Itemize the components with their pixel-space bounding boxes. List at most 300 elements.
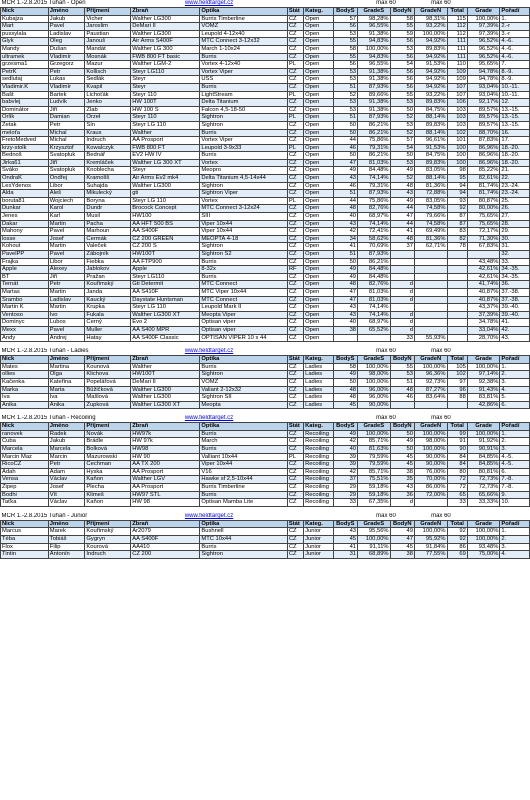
cell: 47	[333, 288, 357, 296]
cell: Walther LG 300 XT	[131, 159, 200, 167]
column-header: Pořadí	[500, 356, 530, 364]
cell: Jakub	[48, 438, 85, 446]
column-header: Jméno	[48, 423, 85, 431]
cell: CZ	[287, 76, 303, 84]
cell: 98,00%	[358, 371, 391, 379]
cell: 93,04%	[467, 83, 500, 91]
cell: 105	[447, 363, 467, 371]
cell: Optisan viper	[200, 319, 287, 327]
cell: 54	[390, 61, 414, 69]
cell	[447, 251, 467, 259]
column-header: BodyS	[333, 8, 357, 16]
cell: 41	[333, 543, 357, 551]
cell: 88,14%	[414, 114, 447, 122]
cell: CZ	[287, 190, 303, 198]
cell: Delta Titanium 4,5-14x44	[200, 175, 287, 183]
cell: Steyr LG 110	[131, 197, 200, 205]
column-header: BodyS	[333, 520, 357, 528]
cell: 91,38%	[358, 30, 391, 38]
cell: 93,22%	[414, 91, 447, 99]
result-row	[1, 484, 530, 492]
cell: MEOPTA 4-18	[200, 235, 287, 243]
cell: 65,66%	[467, 491, 500, 499]
cell: 86,21%	[358, 258, 391, 266]
cell: 31	[333, 551, 357, 559]
cell: 72,00%	[414, 491, 447, 499]
cell: 45	[390, 461, 414, 469]
cell: 75,65%	[467, 213, 500, 221]
cell: 95,56%	[358, 528, 391, 536]
cell: 53	[390, 371, 414, 379]
cell: 69,49%	[414, 228, 447, 236]
cell: 25.	[500, 197, 530, 205]
cell: 12.	[500, 99, 530, 107]
cell: Ladies	[304, 363, 333, 371]
column-header: Pořadí	[500, 423, 530, 431]
cell: Burris Timberline	[200, 484, 287, 492]
cell: 94,92%	[414, 68, 447, 76]
result-row	[1, 76, 530, 84]
cell	[414, 251, 447, 259]
cell: Hyska	[85, 468, 131, 476]
cell: 17.	[500, 137, 530, 145]
cell: Martin K	[1, 304, 49, 312]
cell: CZ	[287, 438, 303, 446]
column-header: Grade	[467, 356, 500, 364]
cell: Open	[304, 326, 333, 334]
spacer	[287, 0, 357, 8]
cell: Brádle	[85, 438, 131, 446]
cell: Mart	[1, 23, 49, 31]
column-header: Jméno	[48, 520, 85, 528]
cell: Čechman	[85, 461, 131, 469]
cell: Kouřimský	[85, 528, 131, 536]
cell: Sightron	[200, 121, 287, 129]
column-header: Optika	[200, 356, 287, 364]
cell: Open	[304, 106, 333, 114]
cell: Dominyc	[1, 319, 49, 327]
cell: Recoiling	[304, 453, 333, 461]
cell: Valeček	[85, 243, 131, 251]
cell: Evo 2	[131, 319, 200, 327]
cell: 90	[447, 446, 467, 454]
cell: 84,85%	[467, 461, 500, 469]
cell: Sightron	[200, 114, 287, 122]
cell: Burris	[200, 363, 287, 371]
header-row	[1, 8, 530, 16]
cell: 91,38%	[358, 106, 391, 114]
cell: 42.	[500, 326, 530, 334]
cell: Bartek	[48, 91, 85, 99]
cell: Václav	[48, 476, 85, 484]
cell: Walther LG 300	[131, 45, 200, 53]
cell: 95,92%	[414, 536, 447, 544]
cell: LightStream	[200, 91, 287, 99]
cell: 41,74%	[467, 281, 500, 289]
result-row	[1, 167, 530, 175]
cell: 110	[447, 61, 467, 69]
cell: Burris	[200, 543, 287, 551]
cell: HW100T	[131, 251, 200, 259]
cell: Steyr	[131, 76, 200, 84]
cell: 100,00%	[467, 528, 500, 536]
cell: Kohout	[1, 243, 49, 251]
cell: 42	[333, 228, 357, 236]
cell: 90,91%	[467, 446, 500, 454]
cell: Viper 10x44	[200, 228, 287, 236]
cell: 48	[390, 182, 414, 190]
cell: MTC Connect	[200, 281, 287, 289]
cell: 58	[333, 45, 357, 53]
column-header: Jméno	[48, 8, 85, 16]
cell: 94,78%	[467, 68, 500, 76]
cell: SIII	[200, 213, 287, 221]
cell: 79,31%	[358, 182, 391, 190]
cell: Open	[304, 228, 333, 236]
result-row	[1, 378, 530, 386]
cell: CZ	[287, 15, 303, 23]
cell: AA Prosport	[131, 137, 200, 145]
cell: 48	[390, 386, 414, 394]
spacer	[467, 415, 529, 423]
cell: CZ	[287, 296, 303, 304]
cell: 98,28%	[358, 15, 391, 23]
cell	[414, 288, 447, 296]
cell: 94,83%	[358, 38, 391, 46]
cell: CZ	[287, 319, 303, 327]
cell: Václav	[48, 499, 85, 507]
result-row	[1, 430, 530, 438]
cell: Martin	[48, 243, 85, 251]
column-header: Grade	[467, 520, 500, 528]
cell: 52	[390, 129, 414, 137]
result-row	[1, 205, 530, 213]
result-row	[1, 159, 530, 167]
cell: Svatopluk	[48, 167, 85, 175]
cell: ollies	[1, 371, 49, 379]
cell: Mašlová	[85, 394, 131, 402]
cell: 43	[390, 484, 414, 492]
cell: 87,93%	[358, 251, 391, 259]
column-header: Příjmení	[85, 520, 131, 528]
cell: Libor	[48, 182, 85, 190]
cell: 84,75%	[414, 106, 447, 114]
cell: Open	[304, 61, 333, 69]
cell: 92,38%	[467, 378, 500, 386]
cell: 91,92%	[467, 438, 500, 446]
cell: 75,65%	[467, 220, 500, 228]
cell: 43	[333, 175, 357, 183]
result-row	[1, 182, 530, 190]
cell: 72,88%	[414, 190, 447, 198]
column-header: Kateg.	[304, 8, 333, 16]
cell: 6.	[500, 468, 530, 476]
cell: 18.-20.	[500, 152, 530, 160]
cell: CZ	[287, 528, 303, 536]
cell: Kačenka	[1, 378, 49, 386]
cell: Open	[304, 288, 333, 296]
column-header: BodyN	[390, 356, 414, 364]
cell: Anika	[48, 401, 85, 409]
result-row	[1, 499, 530, 507]
cell: Open	[304, 114, 333, 122]
cell: 68,97%	[358, 213, 391, 221]
site-link[interactable]: www.fieldtarget.cz	[184, 0, 234, 7]
cell: Open	[304, 91, 333, 99]
cell: 57	[390, 137, 414, 145]
cell: 53	[333, 99, 357, 107]
cell: Air Arms S400F	[131, 38, 200, 46]
cell: 42,61%	[467, 273, 500, 281]
cell	[447, 296, 467, 304]
cell: 50	[390, 106, 414, 114]
cell: 94	[447, 190, 467, 198]
cell: Mates	[1, 363, 49, 371]
cell: 40	[333, 446, 357, 454]
cell: 91,38%	[358, 68, 391, 76]
column-header: Total	[447, 356, 467, 364]
spacer	[287, 513, 357, 521]
cell: Kourová	[85, 543, 131, 551]
cell: Oleg	[48, 38, 85, 46]
cell: Burris	[200, 129, 287, 137]
cell: 88,14%	[414, 175, 447, 183]
cell: 82	[447, 235, 467, 243]
cell: Burris	[200, 273, 287, 281]
column-header: Grade	[467, 423, 500, 431]
cell: PetrK	[1, 68, 49, 76]
result-row	[1, 551, 530, 559]
cell: CZ	[287, 394, 303, 402]
cell: HW 100T	[131, 99, 200, 107]
result-row	[1, 528, 530, 536]
cell: 50	[333, 378, 357, 386]
cell	[333, 334, 357, 342]
column-header: Pořadí	[500, 8, 530, 16]
cell: Steyr LG110	[131, 273, 200, 281]
cell: RF	[287, 266, 303, 274]
cell: Gygryn	[85, 536, 131, 544]
cell: 50	[333, 258, 357, 266]
result-row	[1, 106, 530, 114]
column-header: Nick	[1, 8, 49, 16]
cell: Open	[304, 235, 333, 243]
cell: Open	[304, 251, 333, 259]
cell: 59,18%	[358, 484, 391, 492]
cell: Karl	[48, 213, 85, 221]
cell: 72	[447, 484, 467, 492]
cell: Jenko	[85, 99, 131, 107]
cell: 98,00%	[414, 438, 447, 446]
cell: 39.-40.	[500, 304, 530, 312]
column-header: Nick	[1, 423, 49, 431]
site-link[interactable]: www.fieldtarget.cz	[184, 415, 234, 422]
cell: Open	[304, 83, 333, 91]
cell	[414, 401, 447, 409]
cell: Kubajza	[1, 15, 49, 23]
cell: Ladies	[304, 378, 333, 386]
cell: Tintin	[1, 551, 49, 559]
cell: 3.	[500, 446, 530, 454]
cell: 97	[447, 378, 467, 386]
cell: 75,86%	[358, 137, 391, 145]
cell: 69	[447, 551, 467, 559]
cell: Adah	[1, 468, 49, 476]
cell: March	[200, 438, 287, 446]
cell: 75,00%	[467, 551, 500, 559]
cell: Dundr	[85, 205, 131, 213]
cell: 94,92%	[414, 38, 447, 46]
cell: 40,87%	[467, 296, 500, 304]
cell: Marcela	[48, 446, 85, 454]
result-row	[1, 266, 530, 274]
cell: CZ	[287, 326, 303, 334]
cell: PL	[287, 197, 303, 205]
cell: Bodhi	[1, 491, 49, 499]
cell: 4.	[500, 551, 530, 559]
cell: Pavel	[48, 251, 85, 259]
cell: HW100	[131, 213, 200, 221]
cell: 96,55%	[358, 61, 391, 69]
cell: V16	[200, 468, 287, 476]
spacer	[287, 348, 357, 356]
cell: Open	[304, 205, 333, 213]
cell: 111	[447, 53, 467, 61]
cell: 94,92%	[414, 53, 447, 61]
cell: 80,00%	[467, 205, 500, 213]
site-link[interactable]: www.fieldtarget.cz	[184, 513, 234, 520]
cell: 100,00%	[467, 430, 500, 438]
column-header: BodyN	[390, 520, 414, 528]
cell: Sightron Viper	[200, 190, 287, 198]
section-title: MČR 1.-2.8.2015 Tuhaň - Ladies	[1, 348, 89, 355]
site-link[interactable]: www.fieldtarget.cz	[184, 348, 234, 355]
cell: 18.-20.	[500, 144, 530, 152]
result-row	[1, 23, 530, 31]
cell: 97,39%	[467, 30, 500, 38]
cell: 33	[447, 499, 467, 507]
result-row	[1, 53, 530, 61]
result-row	[1, 296, 530, 304]
cell: CZ	[287, 68, 303, 76]
cell: 38	[390, 468, 414, 476]
cell: Ternát	[1, 281, 49, 289]
cell: 51	[333, 251, 357, 259]
cell: CZ	[287, 288, 303, 296]
cell: 72,41%	[358, 228, 391, 236]
cell: 115	[447, 15, 467, 23]
cell: HW 90	[131, 453, 200, 461]
cell: Walther LG300	[131, 394, 200, 402]
cell: 96,36%	[414, 371, 447, 379]
cell: 100	[447, 152, 467, 160]
cell: HW 97k	[131, 438, 200, 446]
cell: Open	[304, 159, 333, 167]
cell: 100,00%	[358, 378, 391, 386]
cell	[467, 251, 500, 259]
cell: 56	[333, 23, 357, 31]
cell: 72,73%	[467, 484, 500, 492]
cell	[358, 334, 391, 342]
cell: Walther LG300	[131, 30, 200, 38]
cell: 87	[447, 213, 467, 221]
cell: 75,86%	[358, 197, 391, 205]
cell: 100,00%	[358, 536, 391, 544]
cell: 50	[390, 152, 414, 160]
cell	[447, 326, 467, 334]
result-row	[1, 243, 530, 251]
cell: Kaňon	[85, 476, 131, 484]
cell: 13.-15.	[500, 106, 530, 114]
cell: OndraK	[1, 175, 49, 183]
cell: 49	[333, 430, 357, 438]
cell: Walther	[131, 129, 200, 137]
cell: Marcin	[48, 453, 85, 461]
cell: Alda	[1, 190, 49, 198]
cell: 94,83%	[358, 53, 391, 61]
result-row	[1, 121, 530, 129]
cell: 55	[390, 363, 414, 371]
cell: 49	[390, 167, 414, 175]
cell: 43,37%	[467, 304, 500, 312]
cell: 67,83%	[467, 243, 500, 251]
cell: 47	[390, 536, 414, 544]
cell: 96,00%	[358, 386, 391, 394]
cell: Indruch	[85, 137, 131, 145]
cell: Musil	[85, 213, 131, 221]
cell	[390, 258, 414, 266]
result-row	[1, 152, 530, 160]
cell: Andrej	[48, 334, 85, 342]
cell: 49	[333, 266, 357, 274]
cell: 40	[333, 319, 357, 327]
cell: March 1-10x24	[200, 45, 287, 53]
cell: 39	[333, 453, 357, 461]
cell: Vladimír	[48, 83, 85, 91]
cell: Téba	[1, 536, 49, 544]
cell: 89,57%	[467, 121, 500, 129]
cell: 65,52%	[358, 326, 391, 334]
cell: 47	[333, 159, 357, 167]
cell: 55	[333, 38, 357, 46]
cell: CZ	[287, 446, 303, 454]
cell: 2.-r	[500, 23, 530, 31]
cell: 2.	[500, 536, 530, 544]
cell: Kaňon	[85, 499, 131, 507]
cell: 79,59%	[358, 453, 391, 461]
cell: Petr	[48, 121, 85, 129]
cell: 49	[333, 371, 357, 379]
cell: Open	[304, 281, 333, 289]
cell	[447, 258, 467, 266]
column-header: Stát	[287, 520, 303, 528]
cell: Vortex Viper	[200, 68, 287, 76]
cell: Open	[304, 15, 333, 23]
cell: Dakar	[1, 220, 49, 228]
cell: Anika	[1, 401, 49, 409]
cell: 84,48%	[358, 273, 391, 281]
cell: CZ	[287, 551, 303, 559]
cell: d	[390, 319, 414, 327]
cell: Junior	[304, 551, 333, 559]
cell: 52	[333, 91, 357, 99]
cell: 43	[333, 311, 357, 319]
cell: 56	[390, 76, 414, 84]
cell: Janda	[85, 288, 131, 296]
cell: 6.	[500, 401, 530, 409]
max-bodyn-label: max 60	[431, 513, 451, 520]
column-header: Zbraň	[131, 520, 200, 528]
